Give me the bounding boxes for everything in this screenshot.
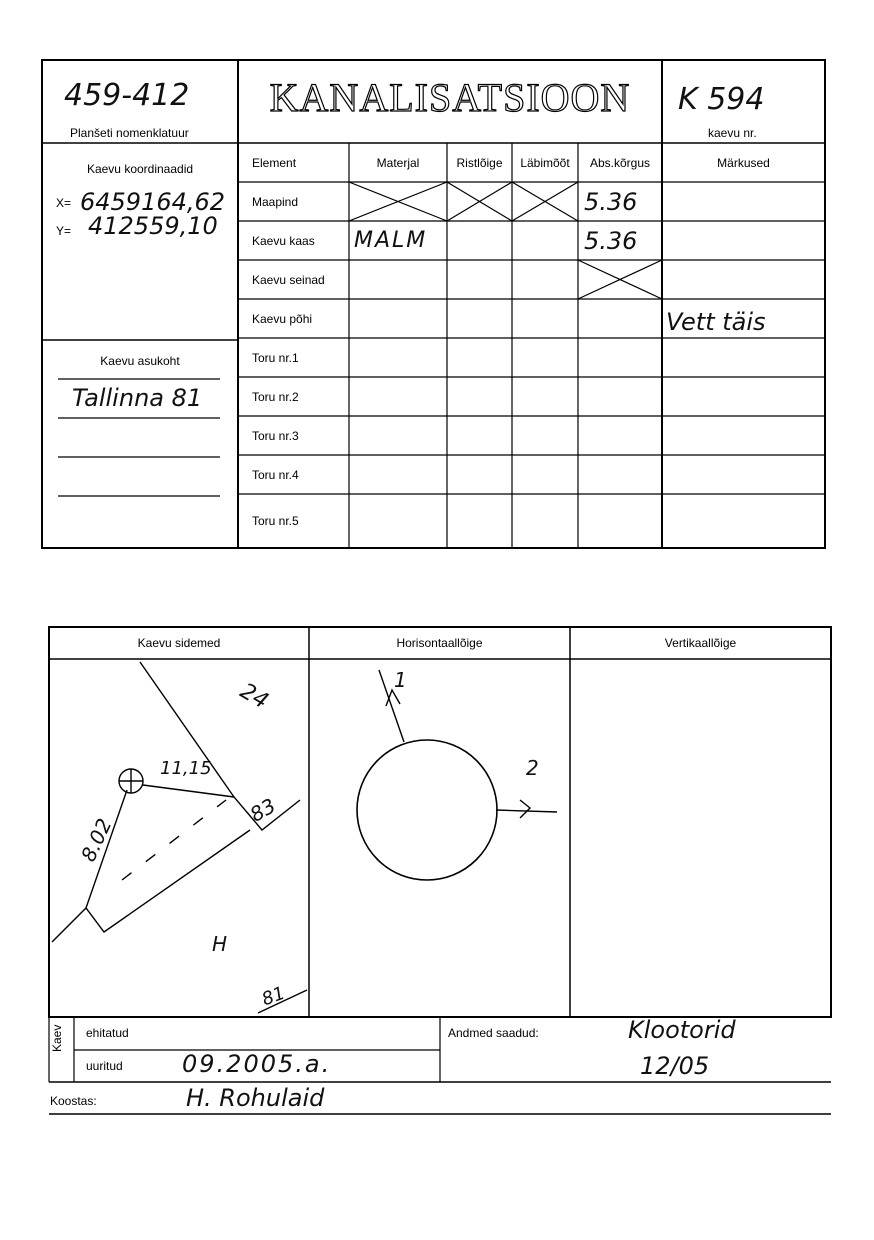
sketch-vertical-label: Vertikaallõige	[664, 636, 737, 650]
location-value: Tallinna 81	[72, 384, 203, 412]
built-label: ehitatud	[86, 1026, 129, 1040]
data-received-value-1: Klootorid	[628, 1016, 736, 1044]
author-value: H. Rohulaid	[186, 1084, 325, 1112]
row-element-walls: Kaevu seinad	[252, 272, 325, 287]
col-header-cross-section: Ristlõige	[456, 155, 503, 170]
ties-distance-top: 11,15	[160, 758, 212, 779]
row-element-pipe-3: Toru nr.3	[252, 428, 299, 443]
row-element-pipe-2: Toru nr.2	[252, 389, 299, 404]
data-received-label: Andmed saadud:	[448, 1026, 539, 1040]
well-number-value: K 594	[678, 82, 765, 117]
col-header-diameter: Läbimõõt	[520, 155, 570, 170]
row-element-lid: Kaevu kaas	[252, 233, 315, 248]
row-abs-lid: 5.36	[584, 226, 638, 255]
well-number-label: kaevu nr.	[708, 126, 757, 140]
sketch-ties-label: Kaevu sidemed	[137, 636, 221, 650]
pipe-1-label: 1	[394, 668, 407, 692]
nomenclature-label: Planšeti nomenklatuur	[70, 126, 189, 140]
coordinate-y-prefix: Y=	[56, 224, 72, 238]
row-element-pipe-5: Toru nr.5	[252, 514, 299, 528]
col-header-material: Materjal	[376, 155, 420, 170]
coordinate-x-prefix: X=	[56, 196, 72, 210]
author-label: Koostas:	[50, 1094, 97, 1108]
data-received-value-2: 12/05	[640, 1052, 710, 1080]
form-title: KANALISATSIOON	[269, 75, 631, 120]
coordinate-x-value: 6459164,62	[80, 188, 226, 216]
footer-side-label: Kaev	[50, 1024, 64, 1052]
row-material-lid: MALM	[354, 228, 428, 253]
col-header-abs-height: Abs.kõrgus	[589, 155, 651, 170]
col-header-element: Element	[252, 155, 297, 170]
surveyed-label: uuritud	[86, 1059, 123, 1073]
col-header-notes: Märkused	[717, 155, 770, 170]
sketch-horizontal-label: Horisontaallõige	[396, 636, 483, 650]
row-abs-ground: 5.36	[584, 187, 638, 216]
row-note-bottom: Vett täis	[666, 307, 766, 336]
surveyed-value: 09.2005.a.	[182, 1050, 332, 1078]
row-element-pipe-1: Toru nr.1	[252, 350, 299, 365]
row-element-ground: Maapind	[252, 194, 299, 209]
row-element-pipe-4: Toru nr.4	[252, 467, 299, 482]
ties-house-bottom: 81	[259, 982, 288, 1011]
ties-house-top: 24	[235, 678, 273, 715]
location-label: Kaevu asukoht	[100, 354, 180, 368]
pipe-2-label: 2	[526, 756, 539, 780]
ties-distance-left: 8.02	[75, 814, 117, 866]
ties-house-label: H	[212, 932, 228, 956]
coordinates-label: Kaevu koordinaadid	[86, 162, 194, 176]
coordinate-y-value: 412559,10	[88, 212, 218, 240]
nomenclature-value: 459-412	[64, 78, 190, 113]
row-element-bottom: Kaevu põhi	[252, 311, 313, 326]
ties-house-right: 83	[245, 793, 280, 827]
